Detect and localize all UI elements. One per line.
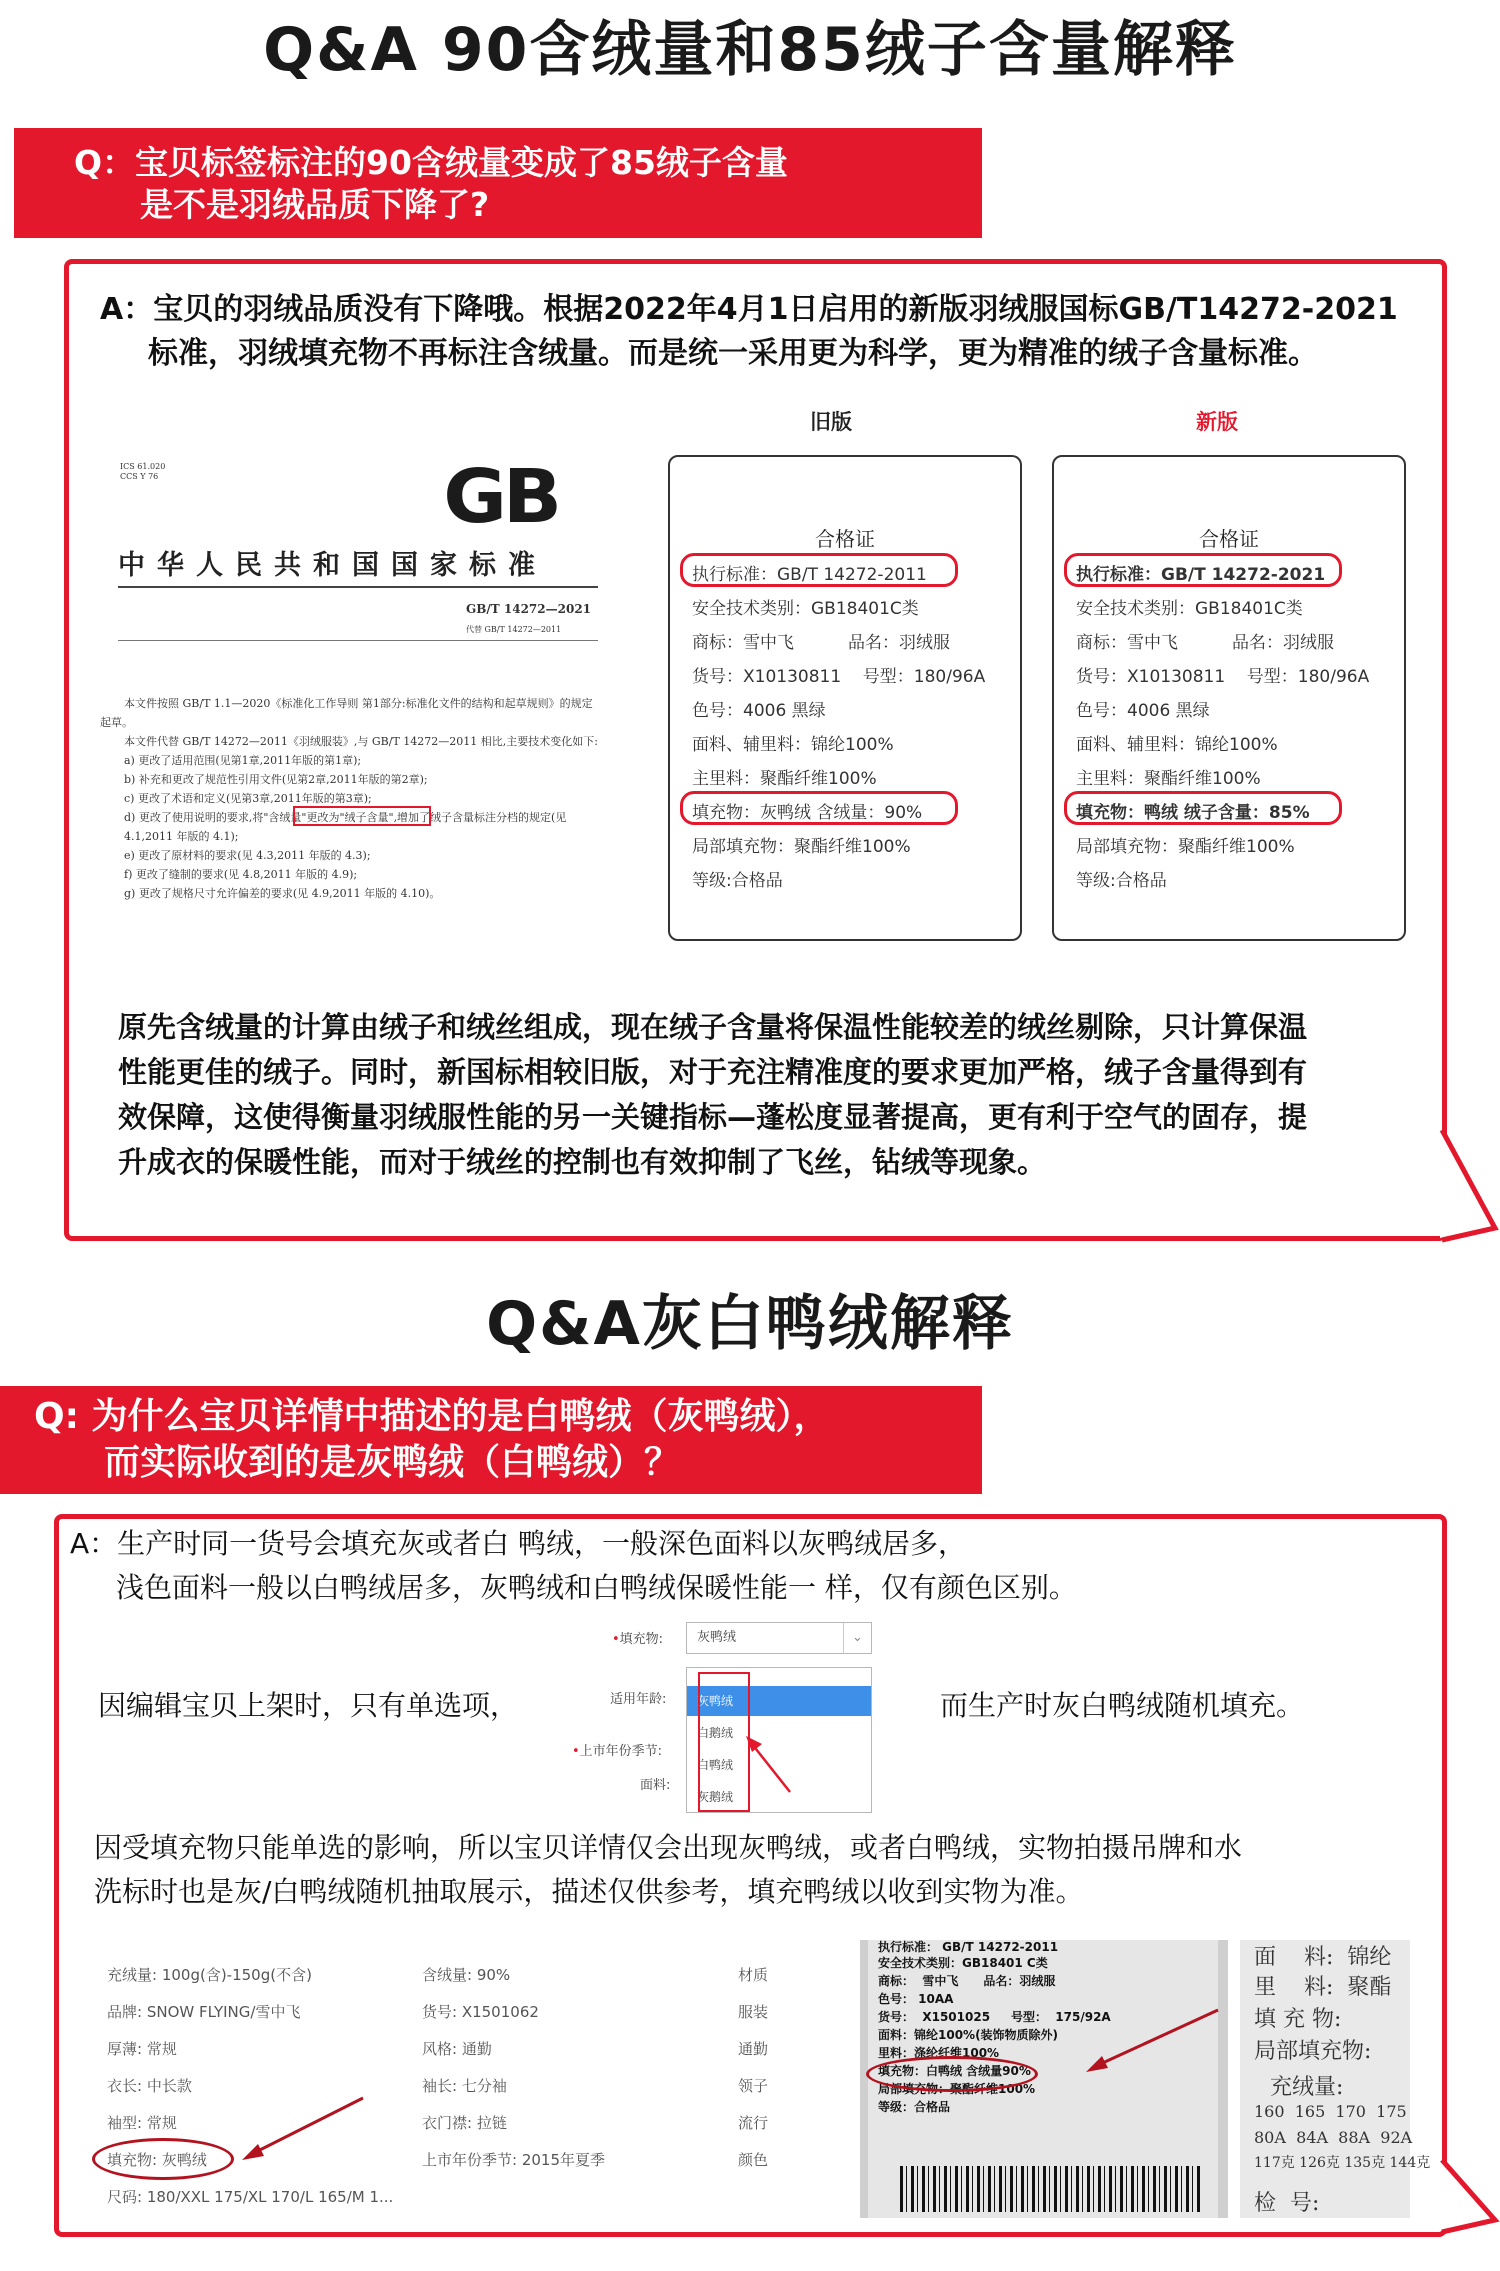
old-label-row: 面料、辅里料：锦纶100% — [692, 735, 894, 755]
tag-line: 里料：涤纶纤维100% — [878, 2046, 1000, 2060]
explanation-line: 性能更佳的绒子。同时，新国标相较旧版，对于充注精准度的要求更加严格，绒子含量得到有 — [118, 1055, 1308, 1089]
hang-tag-photo — [860, 1940, 1228, 2218]
wash-line: 117克 126克 135克 144克 — [1254, 2155, 1431, 2171]
attr-item: 服装 — [738, 2003, 769, 2021]
question-line-2: 是不是羽绒品质下降了? — [140, 185, 490, 224]
wash-label-photo — [1240, 1940, 1431, 2218]
explanation2-line: 洗标时也是灰/白鸭绒随机抽取展示，描述仅供参考，填充鸭绒以收到实物为准。 — [94, 1875, 1084, 1908]
tag-fill-highlight — [866, 2056, 1038, 2092]
old-label-title: 合格证 — [815, 527, 875, 551]
old-version-label: 旧版 — [810, 410, 852, 434]
tag-line: 面料：锦纶100%(装饰物质除外) — [878, 2028, 1059, 2042]
fabric-label: 面料: — [640, 1778, 671, 1793]
old-fill-highlight — [680, 791, 958, 825]
arrow-icon — [238, 2094, 368, 2164]
wash-line: 里 料: 聚酯 — [1254, 1975, 1392, 2000]
tag-line: 安全技术类别：GB18401 C类 — [878, 1956, 1048, 1970]
gb-logo: GB — [443, 454, 558, 540]
doc-line: 4.1,2011 年版的 4.1); — [124, 830, 239, 843]
old-label-card — [668, 455, 1022, 941]
old-label-row: 执行标准：GB/T 14272-2011 — [692, 565, 927, 585]
doc-line: 起草。 — [100, 716, 133, 729]
attr-item: 填充物: 灰鸭绒 — [107, 2151, 207, 2169]
new-label-row: 执行标准：GB/T 14272-2021 — [1076, 565, 1326, 585]
explanation2-line: 因受填充物只能单选的影响，所以宝贝详情仅会出现灰鸭绒，或者白鸭绒，实物拍摄吊牌和水 — [94, 1831, 1243, 1864]
doc-line: f) 更改了缝制的要求(见 4.8,2011 年版的 4.9); — [124, 868, 358, 881]
tag-line: 局部填充物：聚酯纤维100% — [878, 2082, 1036, 2096]
right-note: 而生产时灰白鸭绒随机填充。 — [940, 1689, 1305, 1722]
doc-line: b) 补充和更改了规范性引用文件(见第2章,2011年版的第2章); — [124, 773, 428, 786]
code-rule — [118, 640, 598, 641]
fill-selected-value: 灰鸭绒 — [697, 1630, 737, 1645]
ics-code: ICS 61.020 — [120, 462, 166, 471]
fill-option[interactable]: 白鹅绒 — [697, 1726, 734, 1740]
tag-line: 色号： 10AA — [878, 1992, 954, 2006]
attr-item: 上市年份季节: 2015年夏季 — [422, 2151, 605, 2169]
wash-line: 面 料: 锦纶 — [1254, 1945, 1392, 1970]
new-label-row: 主里料：聚酯纤维100% — [1076, 769, 1261, 789]
section1-title: Q&A 90含绒量和85绒子含量解释 — [263, 15, 1237, 85]
attr-item: 充绒量: 100g(含)-150g(不含) — [107, 1966, 312, 1984]
new-label-row: 色号：4006 黑绿 — [1076, 701, 1210, 721]
fill-label: •填充物: — [612, 1632, 664, 1647]
explanation-line: 原先含绒量的计算由绒子和绒丝组成，现在绒子含量将保温性能较差的绒丝剔除，只计算保温 — [118, 1010, 1308, 1044]
attr-item: 袖型: 常规 — [107, 2114, 177, 2132]
new-label-row: 填充物：鸭绒 绒子含量：85% — [1076, 803, 1310, 823]
fill-option[interactable]: 灰鹅绒 — [697, 1790, 734, 1804]
old-label-row: 商标：雪中飞 品名：羽绒服 — [692, 633, 951, 653]
wash-line: 80A 84A 88A 92A — [1254, 2128, 1413, 2147]
explanation-line: 升成衣的保暖性能，而对于绒丝的控制也有效抑制了飞丝，钻绒等现象。 — [118, 1145, 1047, 1179]
attr-item: 厚薄: 常规 — [107, 2040, 177, 2058]
old-label-row: 局部填充物：聚酯纤维100% — [692, 837, 911, 857]
standard-code: GB/T 14272—2021 — [466, 602, 592, 616]
new-label-row: 商标：雪中飞 品名：羽绒服 — [1076, 633, 1335, 653]
doc-line: e) 更改了原材料的要求(见 4.3,2011 年版的 4.3); — [124, 849, 371, 862]
new-label-row: 安全技术类别：GB18401C类 — [1076, 599, 1303, 619]
answer2-line-2: 浅色面料一般以白鸭绒居多，灰鸭绒和白鸭绒保暖性能一 样，仅有颜色区别。 — [116, 1571, 1077, 1604]
old-label-row: 主里料：聚酯纤维100% — [692, 769, 877, 789]
doc-line: d) 更改了使用说明的要求,将"含绒量"更改为"绒子含量",增加了绒子含量标注分档的规定(见 — [124, 811, 567, 824]
tag-line: 执行标准： GB/T 14272-2011 — [878, 1940, 1059, 1954]
question-banner-2 — [0, 1386, 982, 1494]
doc-line: c) 更改了术语和定义(见第3章,2011年版的第3章); — [124, 792, 372, 805]
section2-title: Q&A灰白鸭绒解释 — [486, 1289, 1014, 1359]
attr-item: 尺码: 180/XXL 175/XL 170/L 165/M 1... — [107, 2188, 394, 2206]
tag-line: 填充物：白鸭绒 含绒量90% — [878, 2064, 1031, 2078]
old-label-row: 货号：X10130811 号型：180/96A — [692, 667, 986, 687]
explanation-line: 效保障，这使得衡量羽绒服性能的另一关键指标—蓬松度显著提高，更有利于空气的固存，提 — [118, 1100, 1308, 1134]
tag-line: 商标： 雪中飞 品名：羽绒服 — [878, 1974, 1056, 1988]
tag-line: 货号： X1501025 号型： 175/92A — [878, 2010, 1111, 2024]
new-label-row: 等级:合格品 — [1076, 871, 1167, 891]
fill-select[interactable] — [686, 1622, 872, 1654]
wash-line: 充绒量: — [1270, 2075, 1344, 2100]
barcode — [900, 2166, 1200, 2212]
attr-item: 领子 — [738, 2077, 769, 2095]
fill-attr-highlight — [92, 2138, 234, 2180]
wash-line: 填 充 物: — [1254, 2007, 1342, 2032]
question-line-1: Q：宝贝标签标注的90含绒量变成了85绒子含量 — [74, 143, 788, 182]
replaces-code: 代替 GB/T 14272—2011 — [466, 625, 562, 634]
attr-item: 袖长: 七分袖 — [422, 2077, 507, 2095]
arrow-icon — [1082, 2006, 1222, 2076]
answer2-line-1: A：生产时同一货号会填充灰或者白 鸭绒，一般深色面料以灰鸭绒居多， — [70, 1527, 967, 1560]
doc-line: g) 更改了规格尺寸允许偏差的要求(见 4.9,2011 年版的 4.10)。 — [124, 887, 441, 900]
doc-highlight — [293, 806, 431, 826]
fill-option[interactable]: 白鸭绒 — [697, 1758, 734, 1772]
old-label-row: 等级:合格品 — [692, 871, 783, 891]
arrow-icon — [740, 1730, 800, 1800]
attr-item: 含绒量: 90% — [422, 1966, 511, 1984]
old-label-row: 色号：4006 黑绿 — [692, 701, 826, 721]
age-label: 适用年龄: — [610, 1692, 667, 1707]
new-version-label: 新版 — [1196, 410, 1238, 434]
doc-line: a) 更改了适用范围(见第1章,2011年版的第1章); — [124, 754, 362, 767]
season-label: •上市年份季节: — [572, 1744, 663, 1759]
attr-item: 颜色 — [738, 2151, 769, 2169]
new-standard-highlight — [1064, 553, 1342, 587]
new-label-row: 局部填充物：聚酯纤维100% — [1076, 837, 1295, 857]
attr-item: 材质 — [738, 1966, 769, 1984]
doc-line: 本文件代替 GB/T 14272—2011《羽绒服装》,与 GB/T 14272—2011 相比,主要技术变化如下: — [124, 735, 598, 748]
old-label-row: 安全技术类别：GB18401C类 — [692, 599, 919, 619]
answer-line-2: 标准，羽绒填充物不再标注含绒量。而是统一采用更为科学，更为精准的绒子含量标准。 — [148, 336, 1318, 371]
attr-item: 通勤 — [738, 2040, 769, 2058]
attr-item: 衣门襟: 拉链 — [422, 2114, 507, 2132]
attr-item: 流行 — [738, 2114, 769, 2132]
wash-line: 160 165 170 175 — [1254, 2102, 1407, 2121]
ccs-code: CCS Y 76 — [120, 472, 159, 481]
wash-line: 检 号: — [1254, 2191, 1320, 2216]
attr-item: 衣长: 中长款 — [107, 2077, 192, 2095]
header-rule — [118, 586, 598, 588]
attr-item: 货号: X1501062 — [422, 2003, 539, 2021]
tag-line: 等级：合格品 — [878, 2100, 951, 2114]
old-standard-highlight — [680, 553, 958, 587]
question2-line-1: Q: 为什么宝贝详情中描述的是白鸭绒（灰鸭绒）， — [34, 1396, 830, 1437]
standard-header: 中华人民共和国国家标准 — [118, 550, 547, 581]
old-label-row: 填充物：灰鸭绒 含绒量：90% — [692, 803, 923, 823]
answer-line-1: A：宝贝的羽绒品质没有下降哦。根据2022年4月1日启用的新版羽绒服国标GB/T14272-2021 — [100, 292, 1398, 327]
attr-item: 风格: 通勤 — [422, 2040, 492, 2058]
wash-line: 局部填充物: — [1254, 2039, 1372, 2064]
new-label-title: 合格证 — [1199, 527, 1259, 551]
new-fill-highlight — [1064, 791, 1342, 825]
chevron-down-icon: ⌄ — [843, 1623, 871, 1653]
question2-line-2: 而实际收到的是灰鸭绒（白鸭绒）？ — [104, 1442, 681, 1483]
left-note: 因编辑宝贝上架时，只有单选项， — [98, 1689, 519, 1722]
new-label-card — [1052, 455, 1406, 941]
fill-option[interactable]: 灰鸭绒 — [687, 1686, 871, 1716]
new-label-row: 货号：X10130811 号型：180/96A — [1076, 667, 1370, 687]
callout-tail-2 — [1440, 2160, 1500, 2250]
doc-line: 本文件按照 GB/T 1.1—2020《标准化工作导则 第1部分:标准化文件的结构和起草规则》的规定 — [124, 697, 593, 710]
new-label-row: 面料、辅里料：锦纶100% — [1076, 735, 1278, 755]
callout-tail — [1440, 1130, 1500, 1270]
attr-item: 品牌: SNOW FLYING/雪中飞 — [107, 2003, 301, 2021]
question-banner — [14, 128, 982, 238]
